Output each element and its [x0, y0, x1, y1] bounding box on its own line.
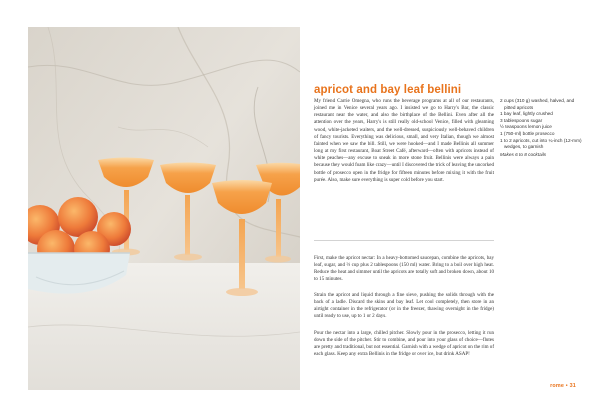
- method-step: First, make the apricot nectar: In a heavy-bottomed saucepan, combine the apricots, bay leaf, sugar, and ⅔ cup plus 2 tablespoons (150 ml) water. Bring to a boil over high heat. Reduce the heat and simmer until the apricots are totally soft and broken down, about 10 to 15 minutes.: [314, 255, 494, 283]
- recipe-title: apricot and bay leaf bellini: [314, 84, 462, 96]
- ingredient-list: [500, 98, 582, 158]
- ingredient-item: 1 to 2 apricots, cut into ¼-inch (12-mm) wedges, to garnish: [500, 137, 582, 150]
- ingredient-item: 3 tablespoons sugar: [500, 117, 543, 123]
- method-step: Pour the nectar into a large, chilled pitcher. Slowly pour in the prosecco, letting it run down the side of the pitcher. Stir to combine, and pour into your glass of choice—flutes are pretty and traditional, but not essential. Garnish with a wedge of apricot on the rim of each glass. Keep any extra Bellinis in the fridge or over ice, but drink ASAP!: [314, 330, 494, 358]
- ingredient-item: 1 bay leaf, lightly crushed: [500, 111, 553, 117]
- method-step: Strain the apricot and liquid through a fine sieve, pushing the solids through with the back of a ladle. Discard the skins and bay leaf. Let cool completely, then store in an airtight container in the refrigerator (or in the freezer, thawing overnight in the fridge) until ready to use, up to 1 or 2 days.: [314, 292, 494, 320]
- ingredient-item: 1 (750-ml) bottle prosecco: [500, 130, 555, 136]
- ingredient-item: 2 cups (310 g) washed, halved, and pitted apricots: [500, 98, 575, 110]
- yield-note: Makes 6 to 8 cocktails: [500, 151, 547, 157]
- section-divider: [314, 240, 494, 241]
- cocktail-photo: [28, 27, 300, 390]
- ingredient-item: ½ teaspoons lemon juice: [500, 124, 552, 130]
- recipe-intro: My friend Carrie Omegna, who runs the beverage programs at all of our restaurants, joined me in Venice several years ago. I insisted we go to Harry's Bar, the classic restaurant near the water, and also the birthplace of the Bellini. Even after all the attention over the years, Harry's is still really old-school Venice, filled with gleaming wood, white-jacketed waiters, and the well-dressed, suspiciously well-behaved children of fancy tourists. Everything was delicious, small, and very Italian, though we almost fainted when we saw the bill. Still, we were hooked—and I made Bellinis all summer long at my first restaurant, Boat Street Café, afterward—often with apricots instead of white peaches—any excuse to sneak in more stone fruit. Bellinis were always a pain because they would foam like crazy—until I discovered the trick of leaving the uncorked bottle of prosecco open in the fridge for fifteen minutes before mixing it with the fruit purée. Also, make sure everything is super cold before you start.: [314, 98, 494, 183]
- page-folio: rome • 31: [550, 383, 576, 389]
